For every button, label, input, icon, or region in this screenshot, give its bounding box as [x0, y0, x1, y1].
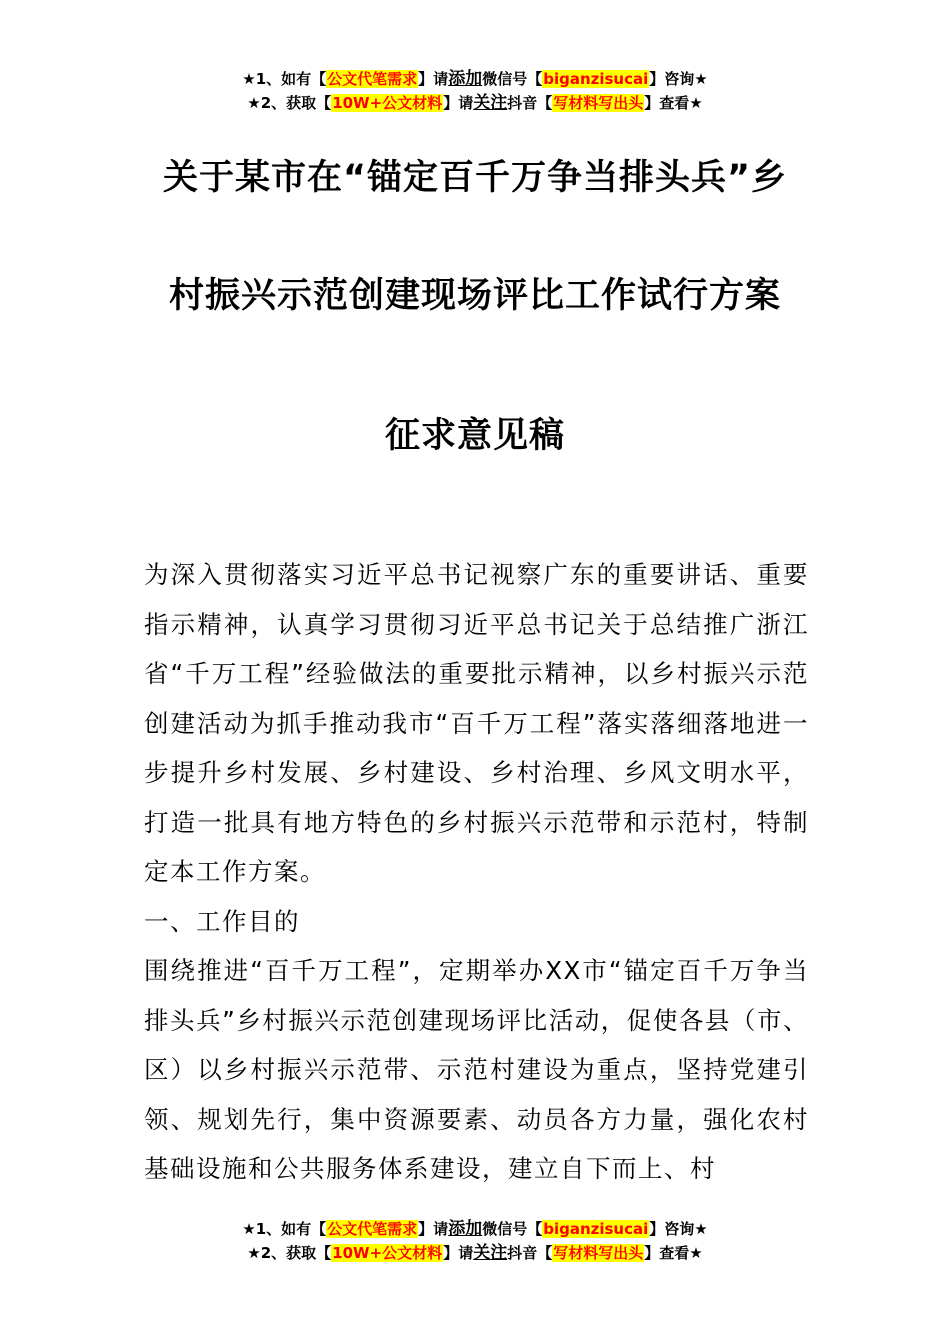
promo-highlight: biganzisucai	[543, 1220, 649, 1238]
promo-text: 】请	[418, 1220, 449, 1238]
promo-line-1	[0, 1217, 950, 1241]
promo-banner-bottom	[0, 1217, 950, 1265]
promo-text: ★2、获取【	[247, 1244, 332, 1262]
promo-text: 微信号【	[482, 1220, 543, 1238]
promo-text: 抖音【	[507, 94, 553, 112]
paragraph-purpose: 围绕推进“百千万工程”，定期举办XX市“锚定百千万争当排头兵”乡村振兴示范创建现场评比活动，促使各县（市、区）以乡村振兴示范带、示范村建设为重点，坚持党建引领、规划先行，集中资源要素、动员各方力量，强化农村基础设施和公共服务体系建设，建立自下而上、村	[144, 956, 809, 1183]
promo-highlight: 公文代笔需求	[327, 70, 418, 88]
promo-text: 】请	[443, 94, 474, 112]
promo-emphasis: 关注	[473, 1243, 508, 1263]
promo-emphasis: 关注	[473, 93, 508, 113]
promo-highlight: 10W+公文材料	[332, 1244, 443, 1262]
promo-highlight: 写材料写出头	[553, 1244, 644, 1262]
promo-highlight: biganzisucai	[543, 70, 649, 88]
promo-text: 】请	[418, 70, 449, 88]
document-title-line-3: 征求意见稿	[384, 416, 565, 456]
promo-text: 】查看★	[644, 94, 703, 112]
promo-text: 】请	[443, 1244, 474, 1262]
promo-line-2	[0, 91, 950, 115]
promo-highlight: 10W+公文材料	[332, 94, 443, 112]
promo-line-2	[0, 1241, 950, 1265]
promo-text: 】查看★	[644, 1244, 703, 1262]
promo-banner-top	[0, 67, 950, 115]
promo-emphasis: 添加	[448, 1219, 483, 1239]
promo-text: 】咨询★	[649, 70, 708, 88]
promo-text: 微信号【	[482, 70, 543, 88]
document-title-line-2: 村振兴示范创建现场评比工作试行方案	[168, 276, 781, 316]
document-title-line-1: 关于某市在“锚定百千万争当排头兵”乡	[162, 158, 787, 198]
promo-line-1	[0, 67, 950, 91]
section-heading: 一、工作目的	[144, 906, 300, 936]
paragraph-intro: 为深入贯彻落实习近平总书记视察广东的重要讲话、重要指示精神，认真学习贯彻习近平总书记关于总结推广浙江省“千万工程”经验做法的重要批示精神，以乡村振兴示范创建活动为抓手推动我市“百千万工程”落实落细落地进一步提升乡村发展、乡村建设、乡村治理、乡风文明水平，打造一批具有地方特色的乡村振兴示范带和示范村，特制定本工作方案。	[144, 560, 809, 886]
promo-text: ★1、如有【	[242, 70, 327, 88]
promo-text: ★1、如有【	[242, 1220, 327, 1238]
document-body	[144, 550, 809, 1194]
promo-text: 】咨询★	[649, 1220, 708, 1238]
promo-highlight: 写材料写出头	[553, 94, 644, 112]
promo-text: 抖音【	[507, 1244, 553, 1262]
promo-highlight: 公文代笔需求	[327, 1220, 418, 1238]
promo-emphasis: 添加	[448, 69, 483, 89]
promo-text: ★2、获取【	[247, 94, 332, 112]
